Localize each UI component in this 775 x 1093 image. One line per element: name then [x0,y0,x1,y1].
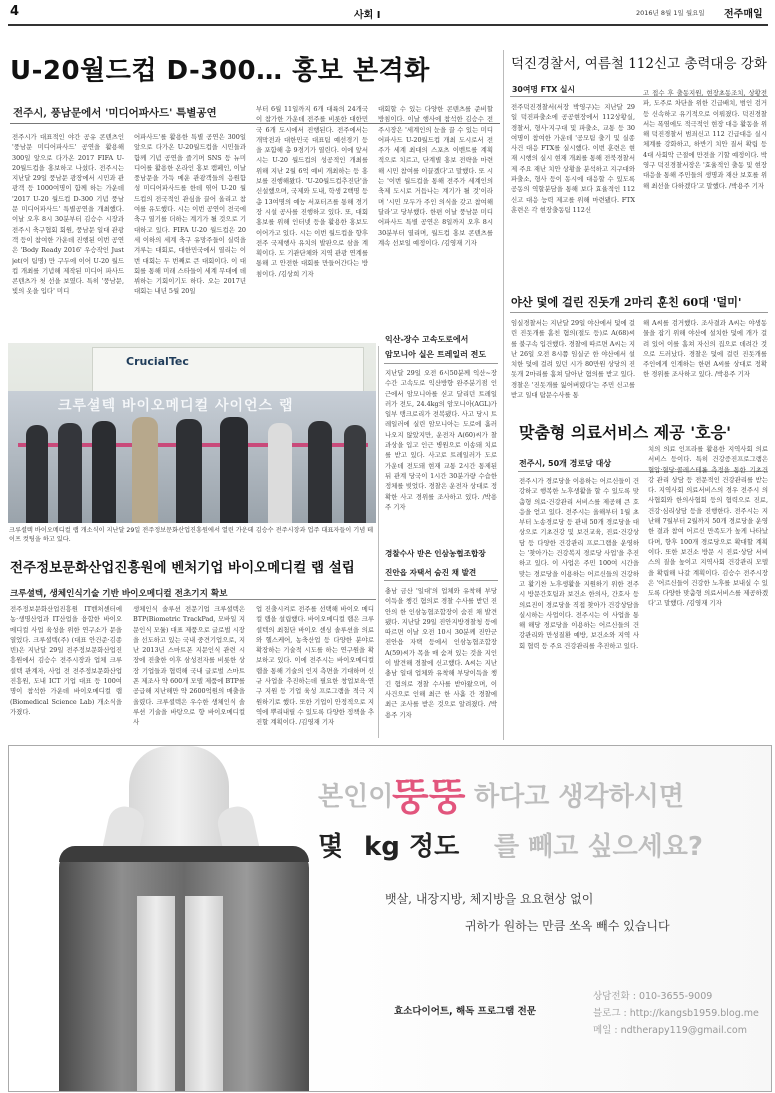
ad-model-leg [185,896,223,1091]
ad-line2-part1: 몇 [318,832,344,862]
newspaper-name: 전주매일 [724,9,763,20]
ad-brand: 효소다이어트, 해독 프로그램 전문 [394,1006,537,1017]
police-subhead: 30여명 FTX 실시 [512,85,576,94]
photo-article-col3: 업 진출시켜로 전주를 선택해 바이오 메디컬 랩을 설립했다. 바이오메디컬 랩은 크루셜텍의 최첨단 바이오 센싱 솔루션을 의료와 헬스케어, 농축산업 등 다양한 분야로 확장하는 기술적 시도를 하는 연구원을 확보하고 있다. 이에 전주시는 바이오메디컬 랩을 통해 기술의 인지 측면을 기대하며 신규 사업을 추진하는데 필요한 창업보육·연구 지원 등 기업 육성 프로그램을 적극 지원하기로 했다. 또한 기업이 안정적으로 지역에 뿌리내릴 수 있도록 다양한 정책을 추진할 계획이다. /김영재 기자 [256,605,374,727]
ad-blog: 블로그 : http://kangsb1959.blog.me [593,1008,759,1019]
dog-theft-col2: 해 A씨를 검거했다. 조사결과 A씨는 야생동물을 잡기 위해 야산에 설치한 덫에 개가 걸려 있어 이를 훔쳐 자신의 집으로 데려간 것으로 드러났다. 경찰은 덫에 걸린 진돗개를 주인에게 인계하는 한편 A씨를 상대로 정확한 경위를 조사하고 있다. /박용주 기자 [643,319,767,379]
mid-article1-title: 익산-장수 고속도로에서 [385,335,469,344]
ad-body-line2: 귀하가 원하는 만큼 쏘옥 빼수 있습니다 [465,919,670,933]
mid-article2-body: 충남 금산 '일대'의 업체와 유착해 부당이득을 챙긴 혐의로 경찰 수사를 받던 진안의 한 인삼농협조합장이 숨진 채 발견됐다. 지난달 29일 진안지방경찰청 등에 따르면 이날 오전 10시 30분께 진안군 진안읍 자택 등에서 인삼농협조합장 A(59)씨가 목을 매 숨져 있는 것을 지인이 발견해 경찰에 신고했다. A씨는 지난 충남 일대 업체와 유착해 부당이득을 챙긴 혐의로 경찰 수사를 받아왔으며, 이 사건으로 인해 최근 한 사흘 간 경찰에 최근 조사를 받은 것으로 알려졌다. /박용주 기자 [385,587,497,719]
person-figure [58,423,82,523]
ad-email: 메일 : ndtherapy119@gmail.com [593,1025,747,1036]
ad-line1-emphasis: 뚱뚱 [392,775,466,819]
column-divider [503,50,504,740]
mid-article2-rule [384,580,498,581]
photo-sign-text: 크루셜텍 바이오메디컬 사이언스 랩 [58,398,294,414]
mid-article2-title2: 진안읍 자택서 숨진 채 발견 [385,568,477,577]
ceremony-photo [8,343,376,523]
main-headline: U-20월드컵 D-300… 홍보 본격화 [10,56,430,86]
ad-body-line1: 뱃살, 내장지방, 체지방을 요요현상 없이 [385,892,594,906]
photo-article-col2: 생체인식 솔루션 전문기업 크루셜텍은 BTP(Biometric TrackPad, 모바일 지문인식 모듈) 대표 제품으로 글로벌 시장을 선도하고 있는 국내 중견기업으로, 지난 2013년 스마트폰 지문인식 관련 시장에 진출한 이후 삼성전자를 비롯한 상장 기업들과 협력해 국내 글로벌 스마트폰 제조사 약 600개 모델 제품에 BTP를 공급해 지난해만 약 2600억원의 매출을 올렸다. 크루셜텍은 우수한 생체인식 솔루션 기술을 바탕으로 향 바이오메디컬 사 [133,605,245,727]
mid-article1-rule [384,363,498,364]
column-divider [378,346,379,738]
photo-article-subhead: 크루셜텍, 생체인식기술 기반 바이오메디컬 전초기지 확보 [10,589,228,599]
police-col1: 전주덕진경찰서(서장 박영구)는 지난달 29일 덕진파출소에 공공현장에서 112상황실, 경찰서, 형사·지구대 및 파출소, 교통 등 30여명이 참여한 가운데 '공모팀 출기 및 실종 사건 대응 FTX를 실시했다. 이번 훈련은 현재 시행의 실시 현재 개최를 통해 전북경찰서 제 주요 재난 치안 상황을 분석하고 지구대와 파출소, 형사 등이 동시에 대응할 수 있도록 공동의 역할분담을 통해 보다 효율적인 112 신고 대응 능력 제고를 위해 마련됐다. FTX 훈련은 각 현장출동팀 112신 [511,103,635,214]
main-body-col2: 어파사드'를 활용한 특별 공연은 300일 앞으로 다가온 U-20월드컵을 시민들과 함께 기념 공연을 즐기며 SNS 등 뉴미디어를 활용한 온라인 홍보 캠페인, 이날 풍남문을 가득 메운 관광객들의 응원함성 미디어파사드를 한데 엮어 U-20 월드컵의 전국적인 관심을 끌어 올리고 참여를 유도했다. 시는 이번 공연이 전국에 축구 열기를 더하는 계기가 될 것으로 기대하고 있다. FIFA U-20 월드컵은 20세 이하의 세계 축구 유망주들이 실력을 겨루는 대회로, 대한민국에서 열리는 이번 대회는 두 번째로 큰 대회이다. 이 대회를 통해 미래 스타들이 세계 무대에 데뷔하는 기회이기도 하다. 오는 2017년 대회는 내년 5월 20일 [134,133,246,296]
page-number: 4 [10,4,20,19]
main-body-col3: 부터 6월 11일까지 6개 대륙의 24개국이 참가한 가운데 전주를 비롯한 대한민국 6개 도시에서 진행된다. 전주에서는 개막전과 대한민국 대표팀 예선경기 등을 포함해 총 9경기가 열린다. 이에 앞서 시는 U-20 월드컵의 성공적인 개최를 위해 지난 2월 6억 예비 개최하는 등 홍보를 진행해왔다. 'U-20월드컵추진단'을 신설했으며, 국제와 도내, 학생 2백명 등 총 13여명의 예능 서포터즈를 통해 경기장 시설 공사를 진행하고 있다. 또, 대회 홍보를 위해 인터넷 등을 활용한 홍보도 이어가고 있다. 시는 이번 월드컵을 향후 전주 국제행사 유치의 발판으로 삼을 계획이다. 도 기관단체와 지역 관광 연계를 통해 고 안전한 대회를 만들어간다는 방침이다. /김상희 기자 [256,105,368,278]
section-label: 사회 Ⅰ [354,10,381,21]
mid-article1-title2: 암모니아 실은 트레일러 전도 [385,350,487,359]
main-body-col4: 대회할 수 있는 다양한 콘텐츠를 준비할 방침이다. 이날 행사에 참석한 김승수 전주시장은 '세계인의 눈을 끌 수 있는 미디어파사드 U-20월드컵 개최 도시로서 전주가 세계 최대의 스포츠 이벤트를 계획적으로 치르고, 단계별 홍보 전략을 마련해 시민 참여를 이끌겠다'고 말했다. 또 시는 '이번 월드컵을 통해 전주가 세계인의 축제 도시로 거듭나는 계기가 될 것'이라며 '시민 모두가 주인 의식을 갖고 참여해 달라'고 당부했다. 한편 이날 풍남문 미디어파사드 특별 공연은 8일까지 오후 8시 30분부터 열리며, 월드컵 홍보 콘텐츠를 계속 선보일 예정이다. /김영재 기자 [378,105,493,247]
person-figure [220,417,248,523]
dog-theft-col1: 임실경찰서는 지난달 29일 야산에서 덫에 걸린 진돗개를 훔친 혐의(절도 등)로 A(68)씨를 불구속 입건했다. 경찰에 따르면 A씨는 지난 26일 오전 8시쯤 임실군 한 야산에서 설치한 덫에 걸려 있던 시가 80만원 상당의 진돗개 2마리를 훔쳐 달아난 혐의를 받고 있다. 경찰은 '진돗개를 잃어버렸다'는 주민 신고를 받고 일대 탐문수사를 통 [511,319,635,400]
ad-model-leg [137,896,175,1091]
dog-theft-headline: 야산 덫에 걸린 진돗개 2마리 훈친 60대 '덜미' [511,295,742,309]
person-figure [176,419,202,523]
person-figure [92,421,116,523]
person-figure [308,421,332,523]
main-subhead: 전주시, 풍남문에서 '미디어파사드' 특별공연 [13,107,217,119]
mid-article2-title: 경찰수사 받은 인삼농협조합장 [385,549,486,558]
ad-phone: 상담전화 : 010-3655-9009 [593,991,713,1002]
ad-line1-part1: 본인이 [318,782,394,812]
ad-jeans [59,846,309,1091]
issue-date: 2016년 8월 1일 월요일 [636,9,705,17]
photo-backdrop [92,347,364,393]
person-figure [26,425,48,523]
person-figure [132,417,158,523]
photo-caption: 크루셜텍 바이오메디컬 랩 개소식이 지난달 29일 전주정보문화산업진흥원에서 열린 가운데 김승수 전주시장과 업주 대표자들이 기념 테이프 컷팅을 하고 있다. [9,527,374,543]
photo-article-rule [10,599,376,600]
photo-article-col1: 전주정보문화산업진흥원 IT벤처센터에 농·생명산업과 IT산업을 융합한 바이오 메디컬 사업 육성을 위한 연구소가 문을 열었다. 크루셜텍(주) (대표 안건준·김종빈)은 지난달 29일 전주정보문화산업진흥원에서 김승수 전주시장과 업체 크루셜텍 관계자, 사업 전 전주정보문화산업진흥원, 도내 ICT 기업 대표 등 100여명이 참석한 가운데 바이오메디컬 랩 (Biomedical Science Lab) 개소식을 가졌다. [10,605,122,716]
medical-headline: 맞춤형 의료서비스 제공 '호응' [519,423,731,442]
ad-model-torso [129,746,229,856]
header-rule [8,24,768,26]
photo-banner-logo: CrucialTec [126,355,189,368]
medical-col2: 치의 의료 인프라를 활용한 지역사회 의료서비스 등이다. 특히 건강증진프로그램은 혈압·혈당·콜레스테롤 측정을 통한 기초건강 관리 상담 등 전문적인 건강관리를 받는다. 지역사회 의료서비스의 경우 전주시 의사협회와 한의사협회 등의 협력으로 진료, 건강·심리상담 등을 진행한다. 전주시는 지난해 7월부터 2월까지 50개 경로당을 운영한 결과 참여 어르신 만족도가 높게 나타났다며, 향후 100개 경로당으로 확대할 계획이다. 또한 보건소 방문 시 진료·상담 서비스의 질을 높이고 지역사회 건강관리 모델을 확립해 나갈 계획이다. 김승수 전주시장은 '어르신들이 건강한 노후를 보내실 수 있도록 다양한 맞춤형 의료서비스를 제공하겠다'고 말했다. /김영재 기자 [648,445,768,608]
main-body-col1: 전주시가 대표적인 야간 공유 콘텐츠인 '풍남문 미디어파사드' 공연을 활용해 300일 앞으로 다가온 2017 FIFA U-20월드컵을 홍보하고 나섰다. 전주시는 지난달 29일 풍남문 광장에서 시민과 관광객 등 1000여명이 함께 하는 가운데 '2017 U-20 월드컵 D-300 기념 풍남문 미디어파사드' 특별공연을 개최했다. 이날 오후 8시 30분부터 김승수 시장과 전주시 축구협회 회원, 풍남문 일대 관광객 등이 참여한 가운데 진행된 이번 공연은 'Body Ready 2016' 우승작인 Just jet(이 팀명) 만 구두에 이어 U-20 월드컵 개최를 기념해 제작된 미디어 파사드 콘텐츠가 첫 선을 보였다. 특히 '풍남문, 빛의 옷을 입다' 미디 [12,133,124,296]
ad-line1-part3: 하다고 생각하시면 [474,782,684,812]
police-headline: 덕진경찰서, 여름철 112신고 총력대응 강화 [511,56,767,72]
ad-line2-emphasis: kg 정도 [364,832,460,862]
person-figure [344,425,366,523]
mid-article1-body: 지난달 29일 오전 6시50분께 익산~장수간 고속도로 익산방향 완주분기점 인근에서 암모니아를 싣고 달리던 트레일러가 전도, 24.4kg의 암모니아(AGL)가 일부 탱크로리가 전복됐다. 사고 당시 트레일러에 실린 암모니아는 도로에 흘러나오지 않았지만, 운전자 A(60)씨가 찰과상을 입고 인근 병원으로 이송돼 치료를 받고 있다. 사고로 트레일러가 도로 가운데 전도돼 현재 교통 2시간 통제된 뒤 관계 당국이 1시간 30분가량 수습한 정체를 빚었다. 경찰은 운전자 상대로 정확한 사고 경위를 조사하고 있다. /박용주 기자 [385,369,497,511]
dog-theft-rule [510,312,768,313]
person-figure [268,423,292,523]
ad-line2-part3: 를 빼고 싶으세요? [494,832,703,862]
page-header [0,0,775,26]
medical-col1: 전주시가 경로당을 이용하는 어르신들이 건강하고 행복한 노후생활을 할 수 있도록 맞춤형 의료·건강관리 서비스를 제공해 큰 호응을 얻고 있다. 전주시는 올해부터 1월 초부터 노송경로당 등 관내 50개 경로당을 대상으로 기초건강 및 보건교육, 진료·건강상담 등 다양한 건강관리 프로그램을 운영하는 '찾아가는 건강복지 경로당 사업'을 추진하고 있다. 이 사업은 주민 100여 시간을 맞는 경로당을 이용하는 어르신들의 건강하고 활기찬 노후생활을 지원하기 위한 전주시 방문간호팀과 보건소 한의사, 간호사 등 의료진이 경로당을 직접 찾아가 건강상담을 실시하는 사업이다. 전주시는 이 사업을 통해 해당 경로당을 이용하는 어르신들의 건강관리와 만성질환 예방, 보건소와 지역 사회 협력 등 주요 건강관리를 추진하고 있다. [519,477,639,650]
photo-article-headline: 전주정보문화산업진흥원에 벤처기업 바이오메디컬 랩 설립 [10,560,355,576]
medical-subhead: 전주시, 50개 경로당 대상 [519,459,612,468]
police-col2: 고 접수 후 출동지원, 현장초동조치, 상황전파, 도주로 차단을 위한 긴급배치, 범인 검거 등 신속하고 유기적으로 이뤄졌다. 덕진경찰서는 폭염에도 적극적인 현장 대응 활동을 위해 덕진경찰서 범죄신고 112 긴급대응 실시체계를 강화하고, 하반기 치안 질서 확립 등 4대 사회악 근절에 만전을 기할 예정이다. 박영구 덕진경찰서장은 '효율적인 출동 및 현장대응을 통해 주민들의 생명과 재산 보호를 위해 최선을 다하겠다'고 말했다. /박용주 기자 [643,89,767,190]
ad-jeans-waistband [59,846,309,862]
